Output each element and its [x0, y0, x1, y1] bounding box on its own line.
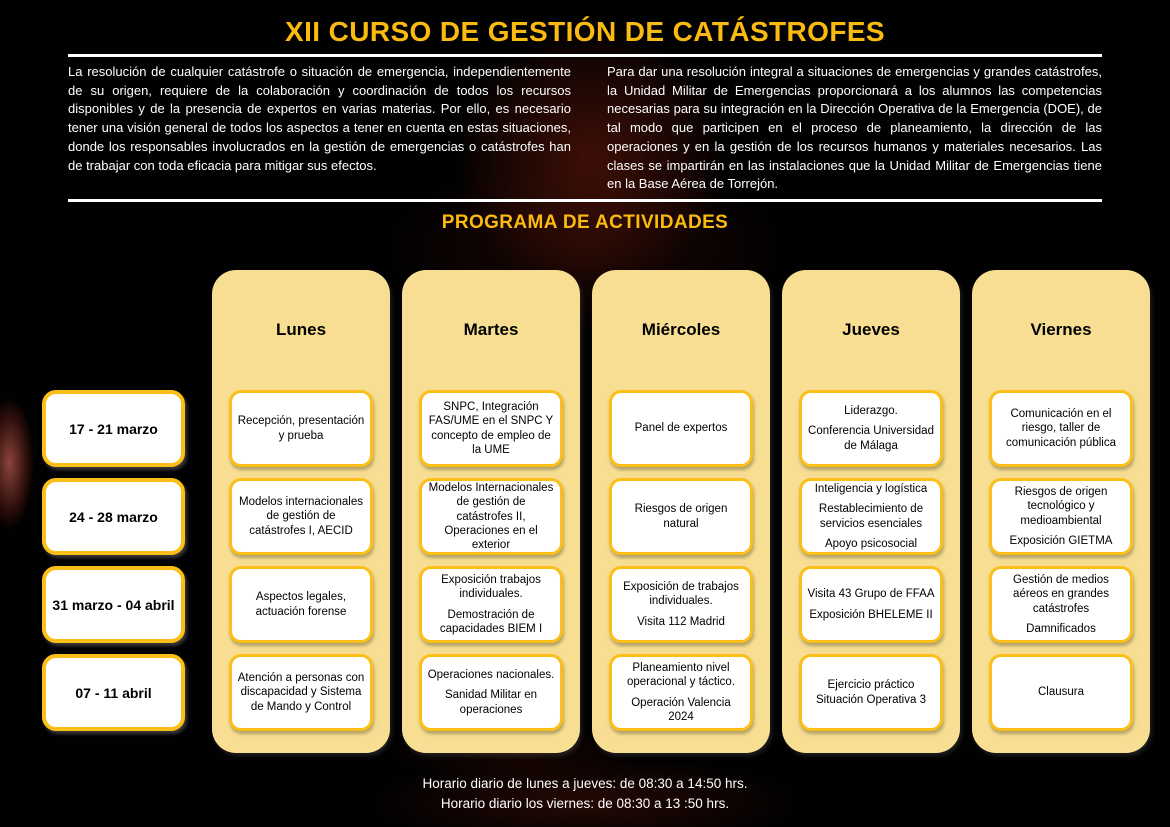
activity-cell: [229, 566, 373, 643]
divider-bottom: [68, 199, 1102, 202]
activity-text: Visita 112 Madrid: [637, 615, 725, 628]
day-header: Miércoles: [641, 320, 721, 339]
week-date-box: [42, 478, 185, 555]
activity-text: Comunicación en el riesgo, taller de comunicación pública: [1006, 408, 1116, 449]
section-title: PROGRAMA DE ACTIVIDADES: [441, 212, 729, 233]
activity-cell: [609, 390, 753, 467]
activity-text: Conferencia Universidad de Málaga: [808, 425, 934, 452]
activity-cell: [419, 478, 563, 555]
activity-cell: [229, 390, 373, 467]
activity-text: Clausura: [1037, 686, 1085, 699]
day-column-martes: [402, 270, 580, 753]
activity-cell: [989, 390, 1133, 467]
activity-text: Atención a personas con discapacidad y Sistema de Mando y Control: [237, 672, 365, 713]
intro-paragraph-right: Para dar una resolución integral a situaciones de emergencias y grandes catástrofes, la Unidad Militar de Emergencias proporcionará a los alumnos las competencias necesarias para su integración en la Dirección Operativa de la Emergencia (DOE), de tal modo que participen en el proceso de planeamiento, la dirección de las operaciones y en la gestión de los recursos humanos y materiales necesarios. Las clases se impartirán en las instalaciones que la Unidad Militar de Emergencias tiene en la Base Aérea de Torrejón.: [607, 64, 1102, 192]
activity-text: Operación Valencia 2024: [631, 696, 731, 723]
activity-text: Modelos Internacionales de gestión de catástrofes II, Operaciones en el exterior: [428, 482, 554, 551]
day-column-jueves: [782, 270, 960, 753]
activity-text: Operaciones nacionales.: [427, 669, 555, 682]
activity-text: Liderazgo.: [844, 405, 898, 418]
activity-cell: [419, 654, 563, 731]
activity-text: Exposición BHELEME II: [809, 608, 933, 621]
footer-line-1: Horario diario de lunes a jueves: de 08:30 a 14:50 hrs.: [422, 776, 748, 791]
activity-text: Visita 43 Grupo de FFAA: [807, 588, 935, 601]
week-date-box: [42, 390, 185, 467]
activity-text: Recepción, presentación y prueba: [237, 415, 365, 442]
activity-cell: [609, 566, 753, 643]
poster-title: XII CURSO DE GESTIÓN DE CATÁSTROFES: [285, 16, 885, 47]
activity-text: Sanidad Militar en operaciones: [444, 689, 538, 716]
day-column-lunes: [212, 270, 390, 753]
footer-schedule-hours: [0, 774, 1170, 815]
day-header: Viernes: [1030, 320, 1092, 339]
activity-text: Planeamiento nivel operacional y táctico.: [626, 662, 736, 689]
activity-cell: [989, 654, 1133, 731]
activity-cell: [419, 566, 563, 643]
week-date-label: 17 - 21 marzo: [69, 420, 158, 437]
week-date-box: [42, 654, 185, 731]
activity-cell: [989, 566, 1133, 643]
day-column-viernes: [972, 270, 1150, 753]
activity-text: Demostración de capacidades BIEM I: [439, 608, 543, 635]
footer-line-2: Horario diario los viernes: de 08:30 a 13 :50 hrs.: [440, 796, 730, 812]
activity-text: Riesgos de origen tecnológico y medioambiental: [1014, 486, 1108, 527]
activity-cell: [799, 566, 943, 643]
schedule-grid: [212, 268, 1150, 753]
activity-text: Panel de expertos: [634, 422, 728, 435]
activity-text: Aspectos legales, actuación forense: [255, 591, 347, 618]
activity-text: Exposición GIETMA: [1009, 534, 1113, 547]
activity-cell: [419, 390, 563, 467]
activity-cell: [989, 478, 1133, 555]
activity-text: Apoyo psicosocial: [824, 537, 918, 550]
activity-text: Damnificados: [1026, 622, 1096, 635]
intro-section: [68, 63, 1102, 194]
activity-text: Riesgos de origen natural: [634, 503, 728, 530]
activity-cell: [229, 478, 373, 555]
activity-text: Modelos internacionales de gestión de catástrofes I, AECID: [238, 496, 364, 537]
activity-text: Exposición trabajos individuales.: [441, 574, 541, 601]
activity-cell: [799, 390, 943, 467]
activity-cell: [799, 478, 943, 555]
schedule: [42, 268, 1150, 753]
day-column-miercoles: [592, 270, 770, 753]
intro-paragraph-left: La resolución de cualquier catástrofe o situación de emergencia, independientemente de su origen, requiere de la colaboración y coordinación de todos los recursos disponibles y de la presencia de expertos en varias materias. Por ello, es necesario tener una visión general de todos los aspectos a tener en cuenta en estas situaciones, donde los responsables involucrados en la gestión de emergencias o catástrofes han de trabajar con toda eficacia para mitigar sus efectos.: [68, 64, 571, 173]
week-date-box: [42, 566, 185, 643]
activity-text: Ejercicio práctico Situación Operativa 3: [816, 679, 926, 706]
activity-cell: [229, 654, 373, 731]
activity-text: Gestión de medios aéreos en grandes catástrofes: [1013, 574, 1109, 615]
week-date-label: 24 - 28 marzo: [69, 508, 158, 525]
activity-text: Exposición de trabajos individuales.: [623, 581, 739, 608]
week-date-label: 31 marzo - 04 abril: [52, 596, 175, 613]
divider-top: [68, 54, 1102, 57]
day-header: Jueves: [842, 320, 900, 339]
activity-text: Inteligencia y logística: [814, 483, 928, 496]
activity-cell: [609, 478, 753, 555]
week-dates-column: [42, 268, 185, 753]
activity-text: Restablecimiento de servicios esenciales: [818, 503, 924, 530]
activity-cell: [799, 654, 943, 731]
activity-cell: [609, 654, 753, 731]
activity-text: SNPC, Integración FAS/UME en el SNPC Y concepto de empleo de la UME: [428, 401, 554, 456]
day-header: Lunes: [275, 320, 327, 339]
week-date-label: 07 - 11 abril: [75, 684, 152, 701]
day-header: Martes: [463, 320, 519, 339]
